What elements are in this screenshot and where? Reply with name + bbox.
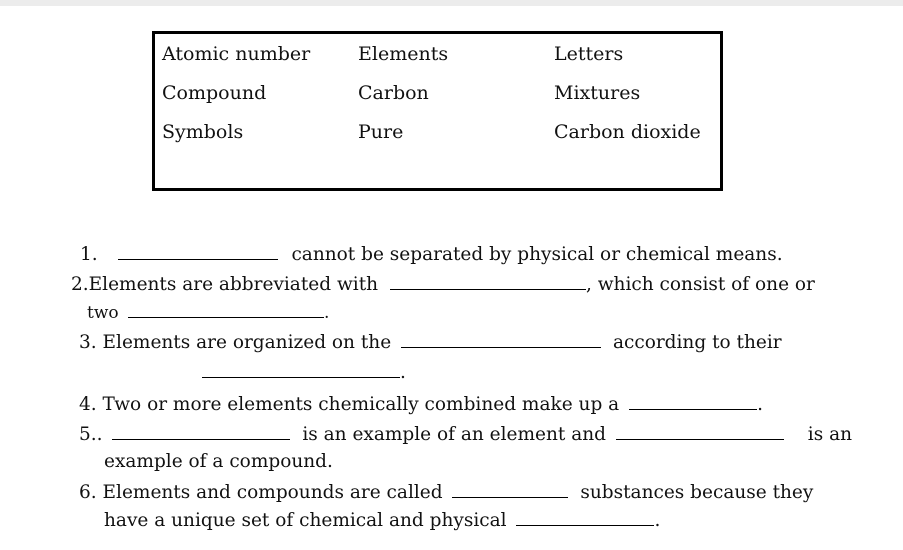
question-1 <box>80 243 783 266</box>
word-bank-term: Mixtures <box>554 82 641 104</box>
question-number: 5.. <box>79 424 103 445</box>
question-text: . <box>654 510 661 531</box>
question-text: 3. Elements are organized on the <box>79 332 392 353</box>
answer-blank[interactable] <box>202 361 400 378</box>
question-5-continued <box>104 451 333 473</box>
top-strip <box>0 0 903 6</box>
word-bank-box <box>152 31 723 191</box>
word-bank-term: Letters <box>554 43 624 65</box>
answer-blank[interactable] <box>128 301 324 318</box>
question-text: 4. Two or more elements chemically combined make up a <box>79 394 620 415</box>
word-bank-term: Carbon dioxide <box>554 121 701 143</box>
question-text: , which consist of one or <box>585 274 815 295</box>
answer-blank[interactable] <box>616 423 784 440</box>
question-text: is an example of an element and <box>302 424 606 445</box>
word-bank-term: Compound <box>162 82 267 104</box>
word-bank-term: Atomic number <box>162 43 311 65</box>
question-4 <box>79 393 763 416</box>
question-text: 2.Elements are abbreviated with <box>71 274 379 295</box>
answer-blank[interactable] <box>390 273 586 290</box>
word-bank-term: Carbon <box>358 82 429 104</box>
question-6-continued <box>104 509 660 532</box>
word-bank-term: Pure <box>358 121 404 143</box>
question-text: have a unique set of chemical and physical <box>104 510 507 531</box>
question-text: 6. Elements and compounds are called <box>79 482 443 503</box>
answer-blank[interactable] <box>452 481 568 498</box>
question-text: according to their <box>612 332 782 353</box>
question-text: . <box>400 362 406 383</box>
answer-blank[interactable] <box>629 393 757 410</box>
word-bank-term: Elements <box>358 43 449 65</box>
word-bank-term: Symbols <box>162 121 244 143</box>
answer-blank[interactable] <box>401 331 601 348</box>
question-5 <box>79 423 852 446</box>
question-number: 1. <box>80 244 98 265</box>
question-2-continued <box>87 301 329 324</box>
question-text: substances because they <box>580 482 814 503</box>
question-text: . <box>324 303 330 323</box>
question-text: example of a compound. <box>104 451 333 472</box>
answer-blank[interactable] <box>112 423 290 440</box>
question-2 <box>71 273 815 296</box>
question-3 <box>79 331 782 354</box>
answer-blank[interactable] <box>118 243 278 260</box>
question-text: . <box>757 394 763 415</box>
question-6 <box>79 481 813 504</box>
question-text: is an <box>807 424 853 445</box>
question-3-continued <box>202 361 406 384</box>
question-text: cannot be separated by physical or chemical means. <box>291 244 783 265</box>
answer-blank[interactable] <box>516 509 654 526</box>
question-text: two <box>87 303 119 323</box>
